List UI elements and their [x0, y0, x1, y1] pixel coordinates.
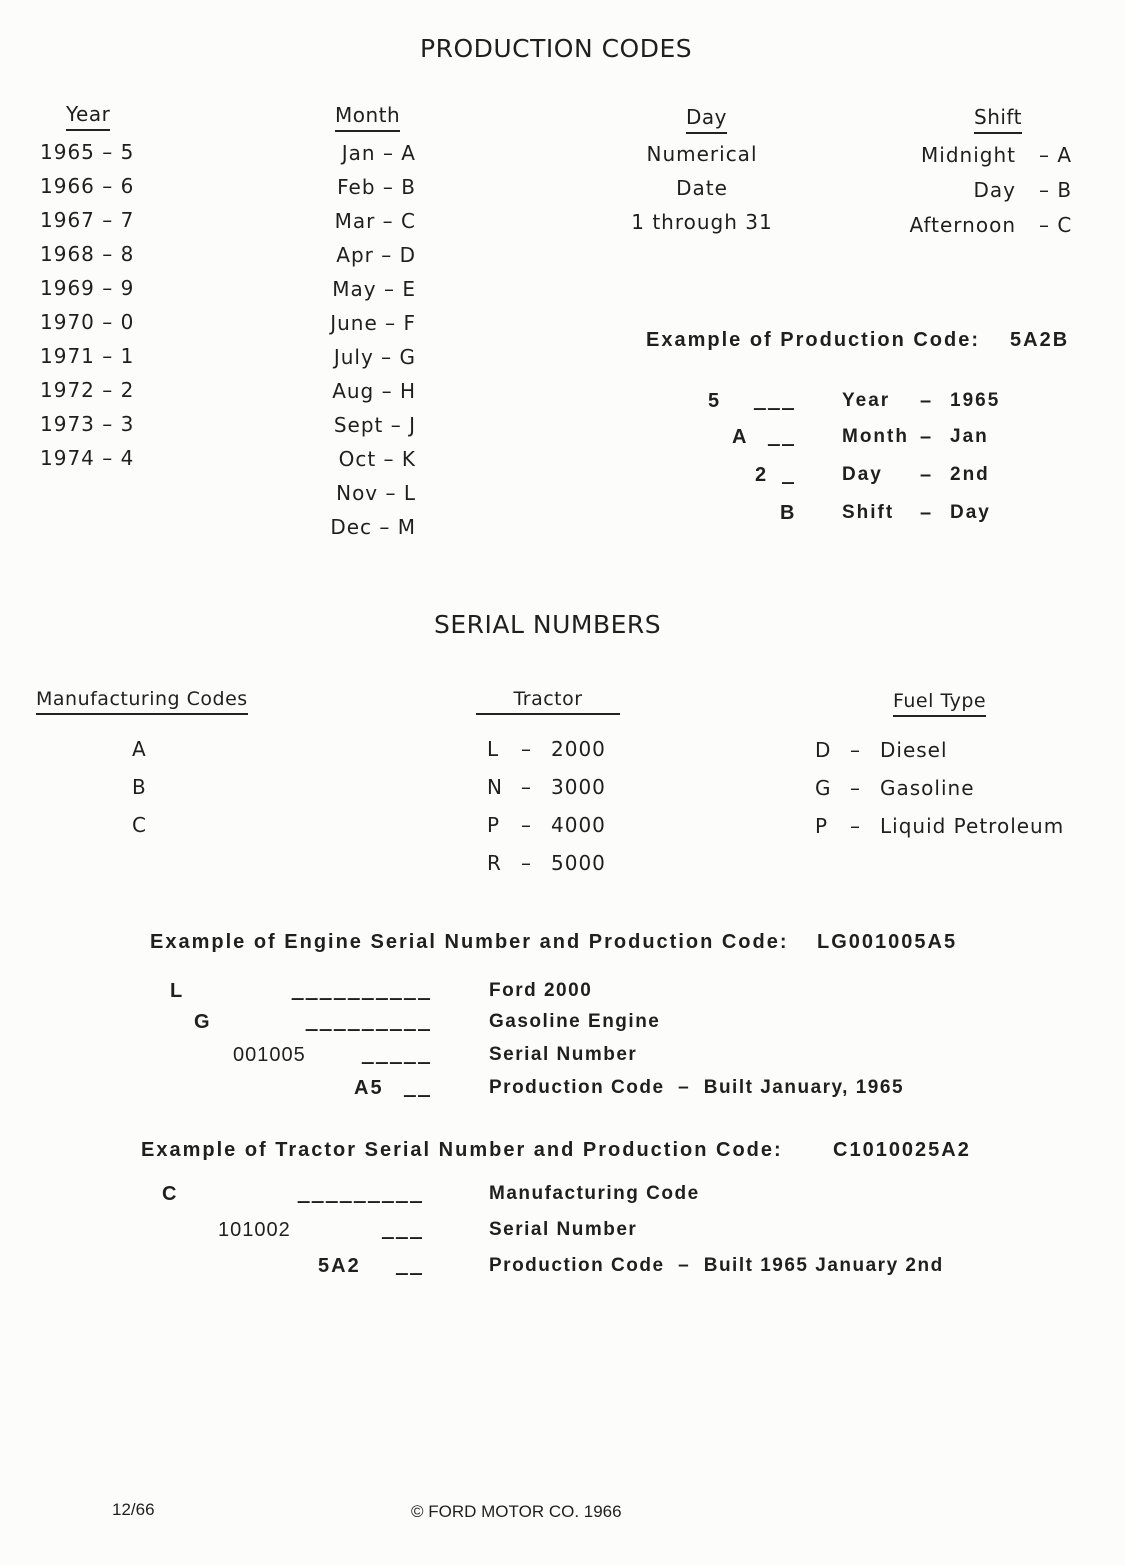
shift-code: – A [1039, 143, 1073, 167]
year-row: 1966 – 6 [40, 174, 135, 198]
tractor-code: L [487, 737, 500, 761]
engine-example-key: L [170, 980, 185, 1002]
example-dashes: __ [767, 422, 796, 446]
example-field: Day [842, 464, 883, 485]
tractor-example-desc: Manufacturing Code [489, 1183, 700, 1204]
example-key: B [780, 502, 797, 524]
tractor-example-dashes: ___ [381, 1215, 424, 1239]
example-key: A [732, 426, 749, 448]
manufacturing-codes-header: Manufacturing Codes [36, 688, 248, 715]
year-row: 1973 – 3 [40, 412, 135, 436]
production-example-label: Example of Production Code: [646, 329, 981, 351]
tractor-example-key: 101002 [218, 1219, 291, 1241]
footer-copyright: © FORD MOTOR CO. 1966 [411, 1502, 622, 1521]
engine-example-key: 001005 [233, 1044, 306, 1066]
shift-code: – B [1039, 178, 1073, 202]
tractor-sep: – [521, 775, 532, 799]
engine-example-dashes: _____ [361, 1040, 432, 1064]
engine-example-dashes: __________ [291, 976, 432, 1000]
engine-example-label: Example of Engine Serial Number and Production Code: [150, 931, 789, 953]
month-row: Aug – H [332, 379, 416, 403]
example-sep: – [920, 390, 934, 412]
year-row: 1967 – 7 [40, 208, 135, 232]
tractor-example-dashes: _________ [297, 1179, 424, 1203]
manufacturing-code: C [132, 813, 147, 837]
year-row: 1970 – 0 [40, 310, 135, 334]
shift-name: Afternoon [909, 213, 1016, 237]
engine-example-desc: Gasoline Engine [489, 1011, 661, 1032]
example-sep: – [920, 502, 934, 524]
tractor-example-desc: Serial Number [489, 1219, 638, 1240]
fuel-type-header: Fuel Type [893, 690, 986, 717]
month-row: July – G [333, 345, 416, 369]
tractor-example-key: C [162, 1183, 179, 1205]
fuel-name: Diesel [880, 738, 948, 762]
tractor-code: R [487, 851, 502, 875]
tractor-example-desc: Production Code – Built 1965 January 2nd [489, 1255, 944, 1276]
month-row: May – E [332, 277, 416, 301]
tractor-code: P [487, 813, 501, 837]
tractor-example-dashes: __ [395, 1251, 424, 1275]
month-row: Sept – J [333, 413, 416, 437]
fuel-code: G [815, 776, 832, 800]
shift-header: Shift [974, 105, 1022, 134]
tractor-model: 4000 [551, 813, 606, 837]
tractor-header: Tractor [476, 688, 620, 715]
tractor-example-label: Example of Tractor Serial Number and Production Code: [141, 1139, 783, 1161]
month-row: Oct – K [338, 447, 416, 471]
example-value: Day [950, 502, 991, 523]
tractor-sep: – [521, 851, 532, 875]
tractor-model: 3000 [551, 775, 606, 799]
fuel-code: D [815, 738, 832, 762]
example-sep: – [920, 426, 934, 448]
fuel-code: P [815, 814, 829, 838]
year-row: 1971 – 1 [40, 344, 135, 368]
example-key: 5 [708, 390, 722, 412]
manufacturing-code: B [132, 775, 147, 799]
year-row: 1974 – 4 [40, 446, 135, 470]
year-row: 1965 – 5 [40, 140, 135, 164]
fuel-name: Gasoline [880, 776, 975, 800]
month-row: Mar – C [334, 209, 416, 233]
engine-example-dashes: __ [403, 1073, 432, 1097]
tractor-model: 5000 [551, 851, 606, 875]
footer-date: 12/66 [112, 1500, 155, 1519]
example-field: Shift [842, 502, 895, 523]
example-sep: – [920, 464, 934, 486]
example-key: 2 [755, 464, 769, 486]
tractor-example-key: 5A2 [318, 1255, 361, 1277]
year-row: 1968 – 8 [40, 242, 135, 266]
example-dashes: _ [781, 460, 796, 484]
example-value: 2nd [950, 464, 990, 485]
manufacturing-code: A [132, 737, 147, 761]
engine-example-key: G [194, 1011, 212, 1033]
engine-example-desc: Serial Number [489, 1044, 638, 1065]
shift-name: Day [973, 178, 1016, 202]
year-row: 1972 – 2 [40, 378, 135, 402]
serial-numbers-title: SERIAL NUMBERS [434, 610, 662, 639]
month-header: Month [335, 103, 400, 132]
engine-example-dashes: _________ [305, 1007, 432, 1031]
month-row: Jan – A [341, 141, 416, 165]
tractor-sep: – [521, 737, 532, 761]
tractor-code: N [487, 775, 503, 799]
year-header: Year [66, 102, 110, 131]
fuel-sep: – [850, 814, 861, 838]
example-dashes: ___ [753, 386, 796, 410]
day-row: 1 through 31 [631, 210, 773, 234]
tractor-model: 2000 [551, 737, 606, 761]
month-row: Dec – M [330, 515, 416, 539]
month-row: Apr – D [336, 243, 416, 267]
year-row: 1969 – 9 [40, 276, 135, 300]
shift-code: – C [1039, 213, 1073, 237]
engine-example-desc: Production Code – Built January, 1965 [489, 1077, 905, 1098]
engine-example-key: A5 [354, 1077, 384, 1099]
example-field: Month [842, 426, 909, 447]
month-row: June – F [330, 311, 416, 335]
engine-example-code: LG001005A5 [817, 931, 958, 953]
engine-example-desc: Ford 2000 [489, 980, 593, 1001]
month-row: Nov – L [336, 481, 416, 505]
fuel-sep: – [850, 776, 861, 800]
example-field: Year [842, 390, 891, 411]
production-codes-title: PRODUCTION CODES [420, 34, 693, 63]
day-row: Numerical [646, 142, 758, 166]
tractor-sep: – [521, 813, 532, 837]
shift-name: Midnight [921, 143, 1016, 167]
production-example-code: 5A2B [1010, 329, 1070, 351]
day-row: Date [676, 176, 728, 200]
fuel-name: Liquid Petroleum [880, 814, 1065, 838]
day-header: Day [686, 105, 727, 134]
example-value: Jan [950, 426, 989, 447]
example-value: 1965 [950, 390, 1001, 411]
tractor-example-code: C1010025A2 [833, 1139, 971, 1161]
fuel-sep: – [850, 738, 861, 762]
month-row: Feb – B [337, 175, 416, 199]
